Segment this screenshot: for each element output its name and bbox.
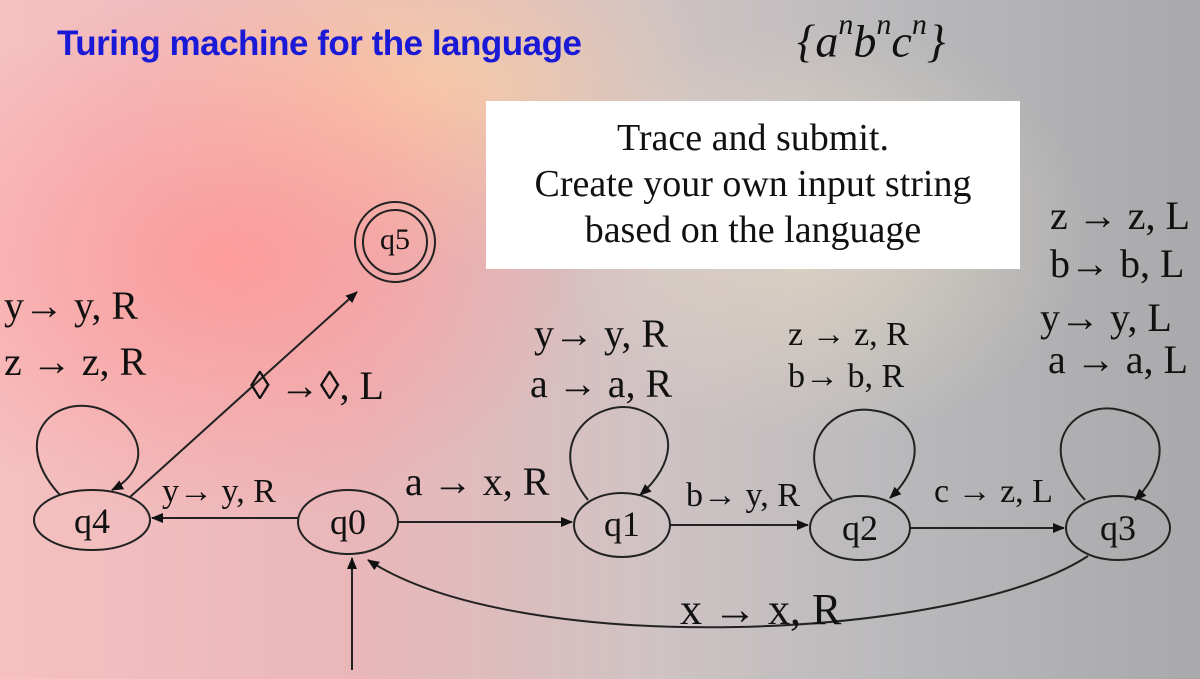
label-q2-loop-2: b→ b, R [788, 358, 905, 395]
label-q1-loop-2: a → a, R [530, 361, 673, 406]
state-label-q0: q0 [330, 502, 366, 542]
label-q0-q1: a → x, R [405, 459, 550, 504]
label-q4-q5: ◊ →◊, L [250, 363, 384, 408]
label-q1-loop-1: y→ y, R [534, 311, 669, 356]
state-label-q5: q5 [380, 223, 410, 256]
label-q0-q4: y→ y, R [162, 473, 276, 510]
label-q2-q3: c → z, L [934, 473, 1053, 510]
loop-q3 [1061, 408, 1160, 500]
label-q3-loop-1: z → z, L [1050, 193, 1190, 238]
label-q4-loop-2: z → z, R [4, 339, 147, 384]
instruction-line-3: based on the language [584, 209, 922, 251]
label-q4-loop-1: y→ y, R [4, 283, 139, 328]
loop-q4 [37, 406, 138, 495]
lang-suffix: } [926, 15, 946, 67]
label-q1-q2: b→ y, R [686, 477, 800, 514]
instruction-line-1: Trace and submit. [617, 117, 889, 159]
state-label-q3: q3 [1100, 508, 1136, 548]
label-q2-loop-1: z → z, R [788, 316, 909, 353]
exp-1: n [838, 8, 854, 41]
lang-prefix: {a [797, 15, 839, 67]
loop-q2 [814, 410, 915, 500]
label-q3-q0: x → x, R [680, 585, 842, 634]
exp-3: n [911, 8, 927, 41]
label-q3-loop-4: a → a, L [1048, 337, 1188, 382]
lang-c: c [891, 15, 912, 67]
label-q3-loop-2: b→ b, L [1050, 241, 1185, 286]
state-label-q1: q1 [604, 504, 640, 544]
loop-q1 [570, 407, 668, 500]
page-title: Turing machine for the language [57, 24, 582, 63]
instruction-line-2: Create your own input string [534, 163, 972, 205]
exp-2: n [876, 8, 892, 41]
label-q3-loop-3: y→ y, L [1040, 295, 1172, 340]
state-label-q2: q2 [842, 508, 878, 548]
lang-b: b [853, 15, 877, 67]
state-label-q4: q4 [74, 501, 110, 541]
